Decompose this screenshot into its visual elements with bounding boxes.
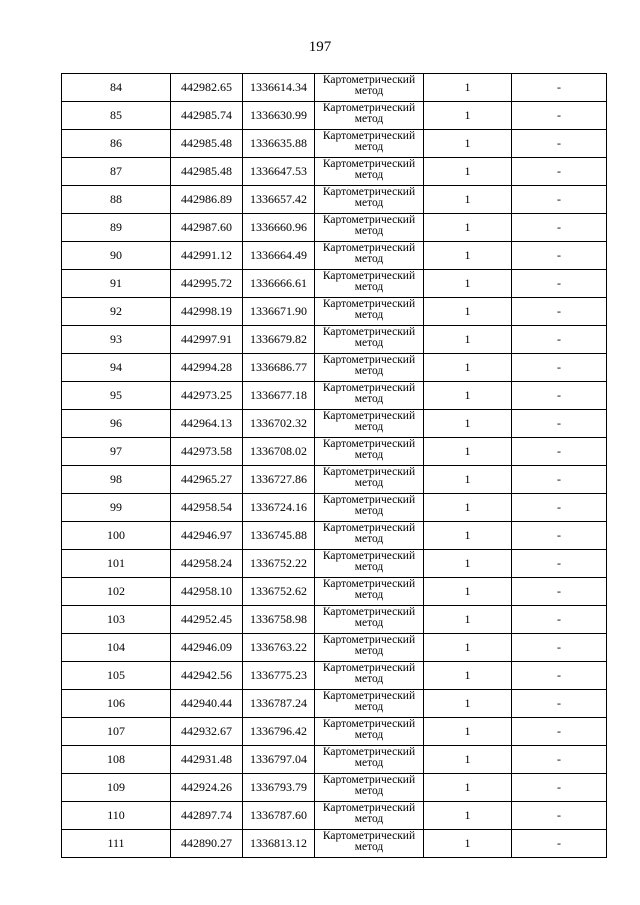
accuracy-cell: 1 <box>424 438 512 466</box>
method-cell <box>315 550 424 578</box>
method-line2: метод <box>354 701 384 713</box>
table-row <box>62 158 607 186</box>
table-row <box>62 382 607 410</box>
y-coordinate-cell: 1336614.34 <box>243 74 315 102</box>
method-line2: метод <box>354 393 384 405</box>
method-line1: Картометрический <box>322 158 416 170</box>
method-cell <box>315 130 424 158</box>
x-coordinate-cell: 442958.10 <box>171 578 243 606</box>
page-number: 197 <box>308 39 332 55</box>
accuracy-cell: 1 <box>424 634 512 662</box>
accuracy-cell: 1 <box>424 718 512 746</box>
method-line2: метод <box>354 757 384 769</box>
method-line2: метод <box>354 281 384 293</box>
y-coordinate-cell: 1336702.32 <box>243 410 315 438</box>
method-cell <box>315 270 424 298</box>
point-number-cell: 94 <box>62 354 171 382</box>
method-line2: метод <box>354 449 384 461</box>
method-line2: метод <box>354 505 384 517</box>
accuracy-cell: 1 <box>424 326 512 354</box>
accuracy-cell: 1 <box>424 186 512 214</box>
method-line2: метод <box>354 225 384 237</box>
method-line2: метод <box>354 729 384 741</box>
point-number-cell: 103 <box>62 606 171 634</box>
method-line1: Картометрический <box>322 326 416 338</box>
method-line2: метод <box>354 309 384 321</box>
method-line1: Картометрический <box>322 130 416 142</box>
description-cell: - <box>512 466 607 494</box>
method-line2: метод <box>354 645 384 657</box>
x-coordinate-cell: 442985.48 <box>171 130 243 158</box>
y-coordinate-cell: 1336745.88 <box>243 522 315 550</box>
method-line1: Картометрический <box>322 214 416 226</box>
x-coordinate-cell: 442985.48 <box>171 158 243 186</box>
accuracy-cell: 1 <box>424 298 512 326</box>
description-cell: - <box>512 606 607 634</box>
y-coordinate-cell: 1336813.12 <box>243 830 315 858</box>
description-cell: - <box>512 242 607 270</box>
point-number-cell: 84 <box>62 74 171 102</box>
x-coordinate-cell: 442958.54 <box>171 494 243 522</box>
point-number-cell: 91 <box>62 270 171 298</box>
accuracy-cell: 1 <box>424 494 512 522</box>
method-line1: Картометрический <box>322 550 416 562</box>
accuracy-cell: 1 <box>424 102 512 130</box>
y-coordinate-cell: 1336775.23 <box>243 662 315 690</box>
method-line1: Картометрический <box>322 690 416 702</box>
table-row <box>62 494 607 522</box>
y-coordinate-cell: 1336752.62 <box>243 578 315 606</box>
point-number-cell: 99 <box>62 494 171 522</box>
x-coordinate-cell: 442958.24 <box>171 550 243 578</box>
y-coordinate-cell: 1336797.04 <box>243 746 315 774</box>
x-coordinate-cell: 442931.48 <box>171 746 243 774</box>
y-coordinate-cell: 1336752.22 <box>243 550 315 578</box>
point-number-cell: 90 <box>62 242 171 270</box>
accuracy-cell: 1 <box>424 130 512 158</box>
x-coordinate-cell: 442995.72 <box>171 270 243 298</box>
description-cell: - <box>512 298 607 326</box>
point-number-cell: 87 <box>62 158 171 186</box>
x-coordinate-cell: 442940.44 <box>171 690 243 718</box>
table-row <box>62 522 607 550</box>
description-cell: - <box>512 522 607 550</box>
point-number-cell: 108 <box>62 746 171 774</box>
accuracy-cell: 1 <box>424 354 512 382</box>
description-cell: - <box>512 718 607 746</box>
description-cell: - <box>512 662 607 690</box>
method-line2: метод <box>354 337 384 349</box>
table-row <box>62 830 607 858</box>
description-cell: - <box>512 186 607 214</box>
table-row <box>62 354 607 382</box>
method-line1: Картометрический <box>322 634 416 646</box>
table-row <box>62 298 607 326</box>
point-number-cell: 95 <box>62 382 171 410</box>
x-coordinate-cell: 442932.67 <box>171 718 243 746</box>
table-row <box>62 438 607 466</box>
table-row <box>62 186 607 214</box>
description-cell: - <box>512 578 607 606</box>
accuracy-cell: 1 <box>424 662 512 690</box>
method-cell <box>315 354 424 382</box>
point-number-cell: 86 <box>62 130 171 158</box>
y-coordinate-cell: 1336708.02 <box>243 438 315 466</box>
method-line1: Картометрический <box>322 382 416 394</box>
description-cell: - <box>512 130 607 158</box>
x-coordinate-cell: 442942.56 <box>171 662 243 690</box>
table-row <box>62 606 607 634</box>
method-cell <box>315 74 424 102</box>
point-number-cell: 102 <box>62 578 171 606</box>
point-number-cell: 89 <box>62 214 171 242</box>
point-number-cell: 110 <box>62 802 171 830</box>
method-cell <box>315 466 424 494</box>
table-row <box>62 466 607 494</box>
method-cell <box>315 326 424 354</box>
table-row <box>62 802 607 830</box>
accuracy-cell: 1 <box>424 578 512 606</box>
method-line2: метод <box>354 169 384 181</box>
method-line2: метод <box>354 561 384 573</box>
y-coordinate-cell: 1336787.24 <box>243 690 315 718</box>
x-coordinate-cell: 442890.27 <box>171 830 243 858</box>
y-coordinate-cell: 1336796.42 <box>243 718 315 746</box>
method-line2: метод <box>354 253 384 265</box>
point-number-cell: 97 <box>62 438 171 466</box>
method-line2: метод <box>354 785 384 797</box>
y-coordinate-cell: 1336758.98 <box>243 606 315 634</box>
point-number-cell: 101 <box>62 550 171 578</box>
x-coordinate-cell: 442998.19 <box>171 298 243 326</box>
y-coordinate-cell: 1336657.42 <box>243 186 315 214</box>
description-cell: - <box>512 690 607 718</box>
table-row <box>62 550 607 578</box>
y-coordinate-cell: 1336677.18 <box>243 382 315 410</box>
x-coordinate-cell: 442991.12 <box>171 242 243 270</box>
method-line2: метод <box>354 841 384 853</box>
accuracy-cell: 1 <box>424 382 512 410</box>
method-line1: Картометрический <box>322 718 416 730</box>
accuracy-cell: 1 <box>424 830 512 858</box>
description-cell: - <box>512 802 607 830</box>
x-coordinate-cell: 442987.60 <box>171 214 243 242</box>
table-row <box>62 774 607 802</box>
method-line1: Картометрический <box>322 662 416 674</box>
y-coordinate-cell: 1336787.60 <box>243 802 315 830</box>
description-cell: - <box>512 354 607 382</box>
method-cell <box>315 494 424 522</box>
method-line2: метод <box>354 673 384 685</box>
accuracy-cell: 1 <box>424 410 512 438</box>
table-row <box>62 634 607 662</box>
point-number-cell: 105 <box>62 662 171 690</box>
method-cell <box>315 102 424 130</box>
method-line1: Картометрический <box>322 466 416 478</box>
point-number-cell: 104 <box>62 634 171 662</box>
method-line2: метод <box>354 113 384 125</box>
method-line2: метод <box>354 589 384 601</box>
point-number-cell: 85 <box>62 102 171 130</box>
method-line1: Картометрический <box>322 522 416 534</box>
y-coordinate-cell: 1336647.53 <box>243 158 315 186</box>
x-coordinate-cell: 442946.97 <box>171 522 243 550</box>
x-coordinate-cell: 442965.27 <box>171 466 243 494</box>
method-line1: Картометрический <box>322 606 416 618</box>
table-row <box>62 662 607 690</box>
x-coordinate-cell: 442994.28 <box>171 354 243 382</box>
y-coordinate-cell: 1336664.49 <box>243 242 315 270</box>
accuracy-cell: 1 <box>424 74 512 102</box>
method-cell <box>315 382 424 410</box>
x-coordinate-cell: 442897.74 <box>171 802 243 830</box>
description-cell: - <box>512 74 607 102</box>
y-coordinate-cell: 1336671.90 <box>243 298 315 326</box>
accuracy-cell: 1 <box>424 242 512 270</box>
description-cell: - <box>512 102 607 130</box>
method-cell <box>315 410 424 438</box>
method-line1: Картометрический <box>322 298 416 310</box>
method-line2: метод <box>354 421 384 433</box>
method-line1: Картометрический <box>322 438 416 450</box>
table-row <box>62 214 607 242</box>
point-number-cell: 111 <box>62 830 171 858</box>
method-cell <box>315 690 424 718</box>
method-line2: метод <box>354 533 384 545</box>
y-coordinate-cell: 1336635.88 <box>243 130 315 158</box>
x-coordinate-cell: 442973.58 <box>171 438 243 466</box>
method-cell <box>315 830 424 858</box>
method-line1: Картометрический <box>322 494 416 506</box>
method-line2: метод <box>354 477 384 489</box>
x-coordinate-cell: 442952.45 <box>171 606 243 634</box>
method-line1: Картометрический <box>322 746 416 758</box>
accuracy-cell: 1 <box>424 774 512 802</box>
y-coordinate-cell: 1336763.22 <box>243 634 315 662</box>
y-coordinate-cell: 1336793.79 <box>243 774 315 802</box>
accuracy-cell: 1 <box>424 802 512 830</box>
accuracy-cell: 1 <box>424 690 512 718</box>
method-cell <box>315 158 424 186</box>
method-cell <box>315 774 424 802</box>
description-cell: - <box>512 746 607 774</box>
method-cell <box>315 522 424 550</box>
y-coordinate-cell: 1336686.77 <box>243 354 315 382</box>
table-row <box>62 102 607 130</box>
table-row <box>62 410 607 438</box>
method-line1: Картометрический <box>322 270 416 282</box>
description-cell: - <box>512 830 607 858</box>
description-cell: - <box>512 550 607 578</box>
method-line2: метод <box>354 85 384 97</box>
y-coordinate-cell: 1336727.86 <box>243 466 315 494</box>
method-cell <box>315 242 424 270</box>
point-number-cell: 109 <box>62 774 171 802</box>
point-number-cell: 96 <box>62 410 171 438</box>
method-line1: Картометрический <box>322 774 416 786</box>
table-row <box>62 746 607 774</box>
point-number-cell: 107 <box>62 718 171 746</box>
description-cell: - <box>512 774 607 802</box>
method-cell <box>315 718 424 746</box>
description-cell: - <box>512 382 607 410</box>
y-coordinate-cell: 1336679.82 <box>243 326 315 354</box>
description-cell: - <box>512 494 607 522</box>
method-cell <box>315 578 424 606</box>
description-cell: - <box>512 158 607 186</box>
y-coordinate-cell: 1336630.99 <box>243 102 315 130</box>
accuracy-cell: 1 <box>424 466 512 494</box>
method-cell <box>315 634 424 662</box>
accuracy-cell: 1 <box>424 522 512 550</box>
method-line1: Картометрический <box>322 186 416 198</box>
table-row <box>62 718 607 746</box>
accuracy-cell: 1 <box>424 550 512 578</box>
y-coordinate-cell: 1336660.96 <box>243 214 315 242</box>
x-coordinate-cell: 442982.65 <box>171 74 243 102</box>
table-row <box>62 690 607 718</box>
method-cell <box>315 662 424 690</box>
point-number-cell: 92 <box>62 298 171 326</box>
description-cell: - <box>512 270 607 298</box>
method-line1: Картометрический <box>322 102 416 114</box>
method-line1: Картометрический <box>322 74 416 86</box>
method-cell <box>315 186 424 214</box>
description-cell: - <box>512 214 607 242</box>
accuracy-cell: 1 <box>424 158 512 186</box>
x-coordinate-cell: 442986.89 <box>171 186 243 214</box>
x-coordinate-cell: 442924.26 <box>171 774 243 802</box>
y-coordinate-cell: 1336724.16 <box>243 494 315 522</box>
description-cell: - <box>512 410 607 438</box>
accuracy-cell: 1 <box>424 214 512 242</box>
table-row <box>62 270 607 298</box>
method-cell <box>315 606 424 634</box>
method-line2: метод <box>354 813 384 825</box>
table-row <box>62 326 607 354</box>
x-coordinate-cell: 442973.25 <box>171 382 243 410</box>
table-row <box>62 578 607 606</box>
method-line1: Картометрический <box>322 242 416 254</box>
method-line2: метод <box>354 141 384 153</box>
point-number-cell: 106 <box>62 690 171 718</box>
method-line2: метод <box>354 365 384 377</box>
method-line1: Картометрический <box>322 802 416 814</box>
point-number-cell: 98 <box>62 466 171 494</box>
table-row <box>62 130 607 158</box>
accuracy-cell: 1 <box>424 606 512 634</box>
method-line1: Картометрический <box>322 354 416 366</box>
y-coordinate-cell: 1336666.61 <box>243 270 315 298</box>
point-number-cell: 93 <box>62 326 171 354</box>
table-row <box>62 242 607 270</box>
x-coordinate-cell: 442997.91 <box>171 326 243 354</box>
x-coordinate-cell: 442964.13 <box>171 410 243 438</box>
point-number-cell: 100 <box>62 522 171 550</box>
table-row <box>62 74 607 102</box>
table-body <box>62 74 607 858</box>
accuracy-cell: 1 <box>424 270 512 298</box>
description-cell: - <box>512 438 607 466</box>
x-coordinate-cell: 442985.74 <box>171 102 243 130</box>
method-cell <box>315 802 424 830</box>
description-cell: - <box>512 326 607 354</box>
method-cell <box>315 298 424 326</box>
method-line1: Картометрический <box>322 578 416 590</box>
method-cell <box>315 746 424 774</box>
method-line1: Картометрический <box>322 410 416 422</box>
method-cell <box>315 214 424 242</box>
description-cell: - <box>512 634 607 662</box>
method-line2: метод <box>354 197 384 209</box>
method-line1: Картометрический <box>322 830 416 842</box>
coordinates-table <box>61 73 607 858</box>
x-coordinate-cell: 442946.09 <box>171 634 243 662</box>
point-number-cell: 88 <box>62 186 171 214</box>
accuracy-cell: 1 <box>424 746 512 774</box>
method-line2: метод <box>354 617 384 629</box>
method-cell <box>315 438 424 466</box>
